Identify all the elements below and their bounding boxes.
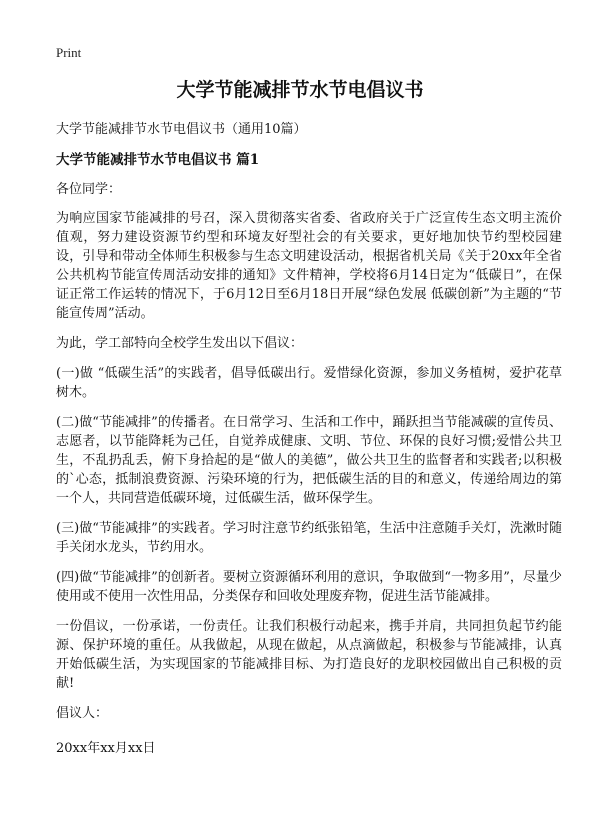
paragraph-item-4: (四)做“节能减排”的创新者。要树立资源循环利用的意识，争取做到“一物多用”，尽量少使用或不使用一次性用品，分类保存和回收处理废弃物，促进生活节能减排。 [56,570,562,604]
document-title: 大学节能减排节水节电倡议书 [176,79,424,101]
document-body [56,120,562,758]
section-heading: 大学节能减排节水节电倡议书 篇1 [56,152,260,168]
paragraph-closing: 一份倡议，一份承诺，一份责任。让我们积极行动起来，携手并肩，共同担负起节约能源、保护环境的重任。从我做起，从现在做起，从点滴做起，积极参与节能减排，认真开始低碳生活，为实现国家的节能减排目标、为打造良好的龙职校园做出自己积极的贡献! [56,619,562,691]
date: 20xx年xx月xx日 [56,741,156,756]
paragraph-proposal-lead: 为此，学工部特向全校学生发出以下倡议： [56,336,304,351]
paragraph-item-1: (一)做 “低碳生活”的实践者，倡导低碳出行。爱惜绿化资源，参加义务植树，爱护花草树木。 [56,366,562,400]
paragraph-item-2: (二)做“节能减排”的传播者。在日常学习、生活和工作中，踊跃担当节能减碳的宣传员、志愿者，以节能降耗为己任，自觉养成健康、文明、节位、环保的良好习惯;爱惜公共卫生，不乱扔乱丢，俯下身拾起的是“做人的美德”，做公共卫生的监督者和实践者;以积极的`心态，抵制浪费资源、污染环境的行为，把低碳生活的目的和意义，传递给周边的第一个人，共同营造低碳环境，过低碳生活，做环保学生。 [56,415,562,506]
paragraph-item-3: (三)做“节能减排”的实践者。学习时注意节约纸张铅笔，生活中注意随手关灯，洗漱时随手关闭水龙头，节约用水。 [56,521,562,555]
document-subtitle: 大学节能减排节水节电倡议书（通用10篇） [56,122,307,137]
print-link[interactable]: Print [56,45,82,60]
paragraph-intro: 为响应国家节能减排的号召，深入贯彻落实省委、省政府关于广泛宣传生态文明主流价值观，努力建设资源节约型和环境友好型社会的有关要求，更好地加快节约型校园建设，引导和带动全体师生积极参与生态文明建设活动，根据省机关局《关于20xx年全省公共机构节能宣传周活动安排的通知》文件精神，学校将6月14日定为“低碳日”，在保证正常工作运转的情况下，于6月12日至6月18日开展“绿色发展 低碳创新”为主题的“节能宣传周”活动。 [56,211,562,321]
greeting: 各位同学： [56,182,122,197]
signoff: 倡议人： [56,706,109,721]
